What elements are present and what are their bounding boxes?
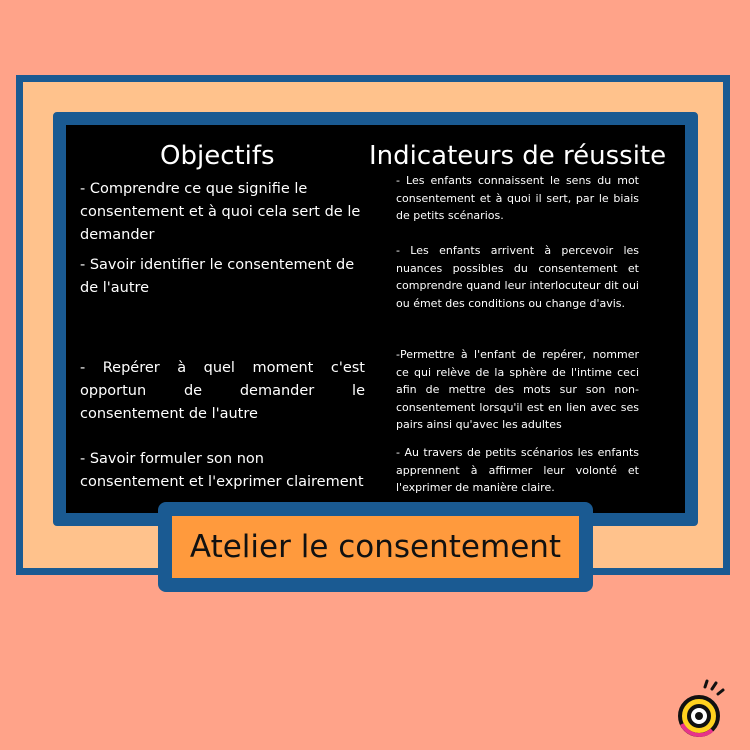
indicators-title: Indicateurs de réussite xyxy=(369,141,667,171)
objective-item: - Savoir identifier le consentement de de l'autre xyxy=(80,257,355,296)
indicator-item: -Permettre à l'enfant de repérer, nommer ce qui relève de la sphère de l'intime ceci afin de mettre des mots sur son non-consentement lorsqu'il est en lien avec ses pairs ainsi qu'avec les adultes xyxy=(396,348,639,431)
indicator-item: - Les enfants connaissent le sens du mot consentement et à quoi il sert, par le biais de petits scénarios. xyxy=(396,174,639,222)
objectives-title: Objectifs xyxy=(160,141,275,171)
banner xyxy=(172,516,579,578)
objective-item: - Comprendre ce que signifie le consentement et à quoi cela sert de le demander xyxy=(80,181,361,243)
objective-item: - Repérer à quel moment c'est opportun de demander le consentement de l'autre xyxy=(80,360,365,422)
indicator-item: - Les enfants arrivent à percevoir les nuances possibles du consentement et comprendre quand leur interlocuteur dit oui ou émet des conditions ou change d'avis. xyxy=(396,244,639,310)
objective-item: - Savoir formuler son non consentement et l'exprimer clairement xyxy=(80,451,364,490)
indicator-item: - Au travers de petits scénarios les enfants apprennent à affirmer leur volonté et l'exprimer de manière claire. xyxy=(396,446,639,494)
eye-logo-icon xyxy=(668,678,730,740)
banner-title: Atelier le consentement xyxy=(189,529,562,565)
